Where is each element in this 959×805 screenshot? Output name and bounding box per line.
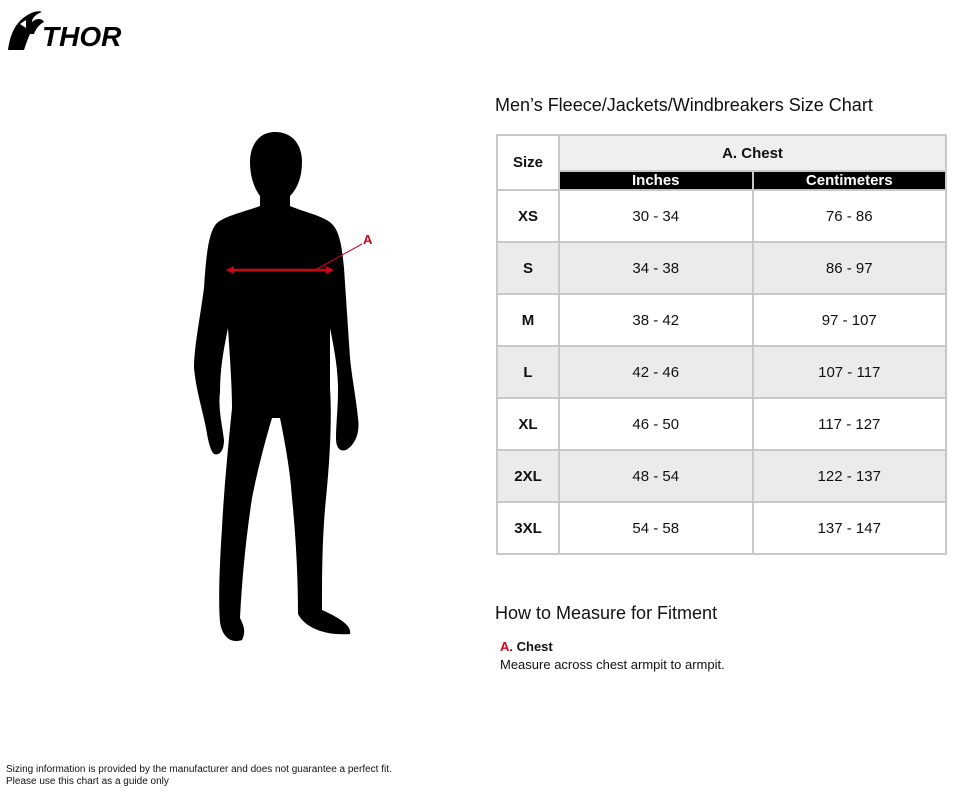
thor-logo [6,6,146,52]
inches-cell: 38 - 42 [559,294,753,346]
cm-cell: 97 - 107 [753,294,947,346]
inches-cell: 30 - 34 [559,190,753,242]
cm-cell: 107 - 117 [753,346,947,398]
table-row [497,398,946,450]
inches-cell: 34 - 38 [559,242,753,294]
disclaimer-line-2: Please use this chart as a guide only [6,776,169,787]
svg-text:THOR: THOR [42,21,122,52]
cm-cell: 86 - 97 [753,242,947,294]
header-inches: Inches [559,171,753,190]
cm-cell: 122 - 137 [753,450,947,502]
howto-title: How to Measure for Fitment [495,603,718,623]
table-row [497,346,946,398]
size-chart-table [496,134,947,555]
inches-cell: 42 - 46 [559,346,753,398]
inches-cell: 46 - 50 [559,398,753,450]
table-row [497,242,946,294]
size-cell: M [497,294,559,346]
measurement-description: Measure across chest armpit to armpit. [500,657,725,672]
disclaimer [6,764,392,788]
table-row [497,190,946,242]
size-cell: 2XL [497,450,559,502]
measurement-name: Chest [516,639,553,654]
size-cell: 3XL [497,502,559,554]
table-row [497,450,946,502]
header-centimeters: Centimeters [753,171,947,190]
header-chest: A. Chest [559,135,946,171]
header-size: Size [497,135,559,190]
size-cell: L [497,346,559,398]
measurement-letter: A. [500,639,513,654]
table-row [497,502,946,554]
inches-cell: 48 - 54 [559,450,753,502]
cm-cell: 117 - 127 [753,398,947,450]
cm-cell: 137 - 147 [753,502,947,554]
cm-cell: 76 - 86 [753,190,947,242]
measure-label-a: A [363,232,373,247]
body-silhouette [180,128,380,648]
disclaimer-line-1: Sizing information is provided by the manufacturer and does not guarantee a perfect fit. [6,764,392,775]
table-row [497,294,946,346]
size-cell: XS [497,190,559,242]
inches-cell: 54 - 58 [559,502,753,554]
chart-title: Men’s Fleece/Jackets/Windbreakers Size Chart [495,95,873,115]
size-cell: S [497,242,559,294]
measurement-item [500,639,553,654]
size-cell: XL [497,398,559,450]
